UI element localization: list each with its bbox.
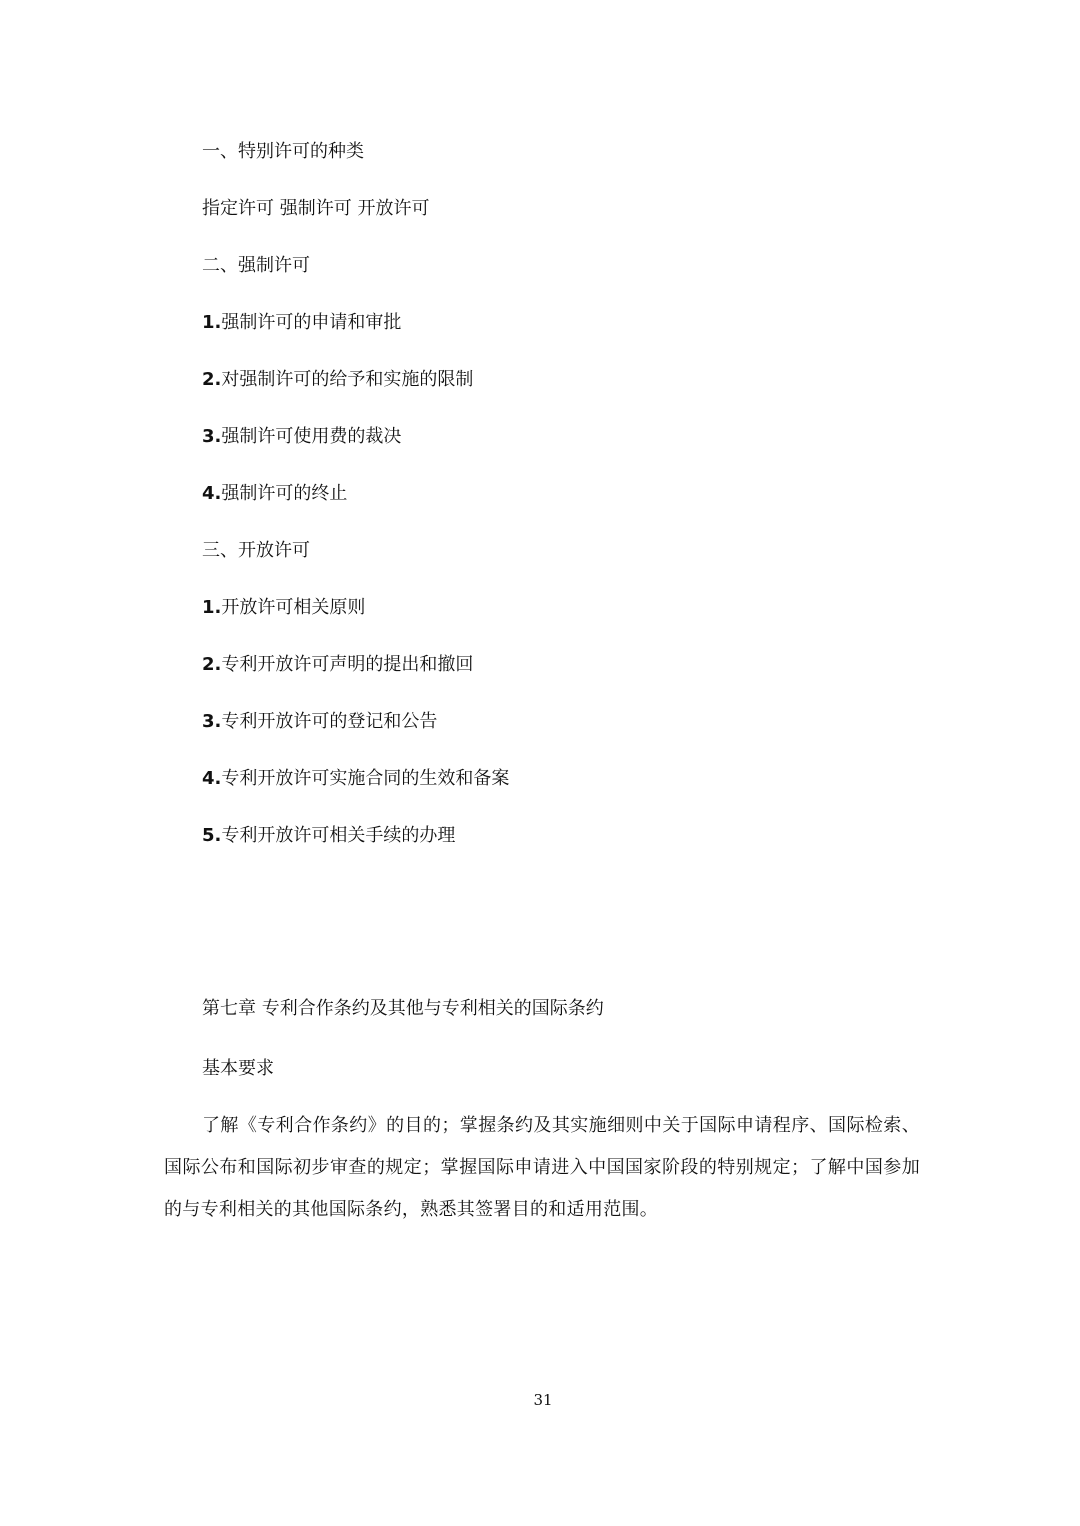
list-item-text: 强制许可的终止 <box>221 483 348 504</box>
list-item-number: 4. <box>202 768 222 789</box>
list-item-text: 专利开放许可相关手续的办理 <box>221 825 456 846</box>
requirements-paragraph: 了解《专利合作条约》的目的；掌握条约及其实施细则中关于国际申请程序、国际检索、国际公布和国际初步审查的规定；掌握国际申请进入中国国家阶段的特别规定；了解中国参加的与专利相关的其他国际条约，熟悉其签署目的和适用范围。 <box>164 1115 920 1220</box>
list-item-number: 2. <box>202 654 222 675</box>
list-item <box>202 368 473 392</box>
list-item-text: 专利开放许可的登记和公告 <box>221 711 438 732</box>
subheading-basic-requirements: 基本要求 <box>202 1058 274 1079</box>
section-heading-special-license-types: 一、特别许可的种类 <box>202 141 364 162</box>
list-item <box>202 311 401 335</box>
list-item-text: 强制许可使用费的裁决 <box>221 426 402 447</box>
list-item-number: 3. <box>202 711 222 732</box>
list-item-number: 2. <box>202 369 222 390</box>
list-item-number: 1. <box>202 597 222 618</box>
list-item-text: 专利开放许可声明的提出和撤回 <box>221 654 474 675</box>
chapter-title: 第七章 专利合作条约及其他与专利相关的国际条约 <box>202 998 604 1019</box>
list-item <box>202 482 347 506</box>
list-item-number: 3. <box>202 426 222 447</box>
list-item-number: 4. <box>202 483 222 504</box>
list-item <box>202 596 365 620</box>
list-item-text: 专利开放许可实施合同的生效和备案 <box>221 768 510 789</box>
list-item <box>202 767 509 791</box>
list-item <box>202 710 437 734</box>
list-item-text: 对强制许可的给予和实施的限制 <box>221 369 474 390</box>
list-item-text: 开放许可相关原则 <box>221 597 366 618</box>
section-heading-compulsory-license: 二、强制许可 <box>202 255 310 276</box>
list-item-number: 1. <box>202 312 222 333</box>
list-item <box>202 653 473 677</box>
list-item <box>202 824 455 848</box>
list-item-text: 强制许可的申请和审批 <box>221 312 402 333</box>
list-item-number: 5. <box>202 825 222 846</box>
section-heading-open-license: 三、开放许可 <box>202 540 310 561</box>
page-number: 31 <box>533 1391 553 1409</box>
list-item <box>202 425 401 449</box>
license-types-line: 指定许可 强制许可 开放许可 <box>202 198 430 219</box>
